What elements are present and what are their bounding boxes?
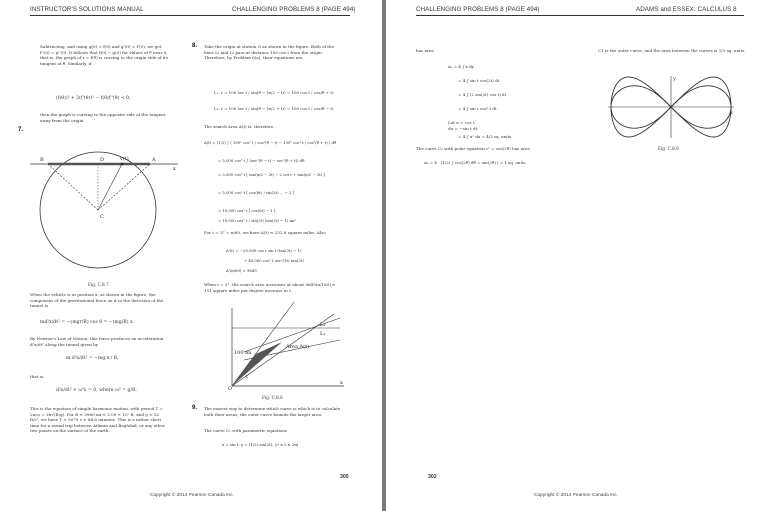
right-p1: has area xyxy=(416,48,434,53)
equation-b2: + 40,000 cos² t sec²(3t) tan(3t) xyxy=(244,258,304,263)
figure-c87-caption: Fig. C.8.7 xyxy=(88,282,109,287)
equation-a1: A(t) = (1/2) ∫ ( 100² cos² t / cos²(θ − t) − 100² cos² t / cos²(θ + t) ) dθ xyxy=(204,140,337,145)
radius-b xyxy=(48,164,98,210)
right-header-rule xyxy=(416,15,744,16)
p7-paragraph-a: When the vehicle is at position x, as shown in the figure, the component of the gravitational force on it in the direction of the tunnel is xyxy=(30,292,164,309)
right-page-number: 302 xyxy=(428,474,437,480)
left-header-section: CHALLENGING PROBLEMS 8 (PAGE 494) xyxy=(232,6,356,13)
figure-c89-caption: Fig. C.8.9 xyxy=(658,146,679,151)
p8-paragraph-c: For t = 3° = π/60, we have A(t) ≈ 232.8 square miles. Also xyxy=(204,230,326,235)
equation-r4: = 4 ∫ sin t cos² t dt xyxy=(458,106,497,111)
label-rt: v(t) xyxy=(120,156,129,162)
equation-r2: = 4 ∫ sin t cos(2t) dt xyxy=(458,78,500,83)
radius-a xyxy=(98,164,150,210)
equation-a3: = 5,000 cos² t [ tan(π/2 − 2t) − 2 cot t + tan(π/2 − 3t) ] xyxy=(218,172,325,177)
fig3-label-x: x xyxy=(730,110,733,116)
p7-paragraph-b: By Newton's Law of Motion, this force produces an acceleration d²x/dt² along the tunnel given by xyxy=(30,336,164,347)
problem-9-number: 9. xyxy=(192,405,198,411)
p8-paragraph-b: The search area A(t) is, therefore, xyxy=(204,124,275,129)
left-footer: Copyright © 2014 Pearson Canada Inc. xyxy=(150,493,234,498)
equation-r5: = 4 ∫ u² du = 4/3 sq. units. xyxy=(458,134,513,139)
fig2-label-o: O xyxy=(228,386,233,392)
equation-1: (f(θ))² + 2(f'(θ))² − f(θ)f''(θ) < 0, xyxy=(56,96,131,101)
equation-r1: A₁ = 4 ∫ x dy xyxy=(448,64,474,69)
figure-c88 xyxy=(222,302,347,390)
left-header-rule xyxy=(30,15,350,16)
equation-l2: L₂: r = 100 sec t / sin(θ − (π/2 + t)) = 100 cos t / cos(θ − t) xyxy=(214,106,334,111)
equation-b1: A'(t) = −20,000 cos t sin t (tan(3t) − 1) xyxy=(226,248,302,253)
left-header-title: INSTRUCTOR'S SOLUTIONS MANUAL xyxy=(30,6,144,13)
fig2-label-t: t xyxy=(246,374,249,380)
equation-b3: A'(π/60) ≈ 9649. xyxy=(226,268,258,273)
intro-paragraph: Subtracting, and using g(0) = f(0) and g'(0) = f'(0), we get f''(0) = g''(0). It follows that f(0) − g(0) for values of θ near 0, that is, the graph of r = f(θ) is curving to the origin side of its tangent at θ. Similarly, if xyxy=(40,44,168,66)
fig2-ray-1 xyxy=(232,302,294,386)
equation-9: x = sin t, y = (1/2) sin(2t), (0 ≤ t ≤ 2π) xyxy=(222,442,299,447)
equation-l1: L₁: r = 100 sec t / sin(θ − (π/2 − t)) = 100 cos t / cos(θ + t) xyxy=(214,90,334,95)
equation-r6: A₂ = 4 · (1/2) ∫ cos(2θ) dθ = sin(2θ) | = 1 sq. units. xyxy=(424,160,527,165)
left-page-number: 305 xyxy=(340,474,349,480)
right-col2-paragraph: C1 is the outer curve, and the area between the curves is 1/3 sq. units. xyxy=(598,48,746,53)
fig2-label-l2: L₂ xyxy=(320,322,326,328)
figure-c88-caption: Fig. C.8.8 xyxy=(262,395,283,400)
radius-vehicle xyxy=(98,164,122,210)
after-eq1-paragraph: then the graph is curving to the opposite side of the tangent away from the origin. xyxy=(40,112,166,123)
right-header-section: CHALLENGING PROBLEMS 8 (PAGE 494) xyxy=(416,6,540,13)
fig2-search-wedge xyxy=(232,342,282,386)
fig2-label-mi: 100 mi xyxy=(234,350,252,356)
right-footer: Copyright © 2014 Pearson Canada Inc. xyxy=(534,493,618,498)
figure-c87 xyxy=(30,140,180,275)
label-d: D xyxy=(100,157,105,163)
fig3-label-y: y xyxy=(673,76,676,82)
label-x: x xyxy=(173,166,176,172)
p7-paragraph-c: that is, xyxy=(30,374,45,379)
equation-4: d²x/dt² + ω²x = 0, where ω² = g/R. xyxy=(56,388,137,393)
figure-c89 xyxy=(606,74,736,140)
equation-a2: = 5,000 cos² t ∫ (sec²(θ − t) − sec²(θ + t)) dθ xyxy=(218,158,305,163)
p8-paragraph-a: Take the origin at station O as shown in the figure. Both of the lines L₁ and L₂ pass at distance 100 cos t from the origin. Therefore, by Problem 6(a), their equations are xyxy=(204,44,335,61)
right-p4: The curve C₂ with polar equation r² = cos(2θ) has area xyxy=(416,146,530,151)
fig2-label-x: x xyxy=(340,380,343,386)
left-page xyxy=(0,0,382,511)
p9-paragraph-b: The curve C₁ with parametric equations xyxy=(204,428,288,433)
label-a: A xyxy=(152,157,156,163)
equation-r3: = 4 ∫ (2 sin(2t) cos t) dt xyxy=(458,92,507,97)
label-b: B xyxy=(40,157,44,163)
equation-a5: = 10,000 cos² t [ cos(6t) − 1 ] xyxy=(218,208,276,213)
right-header-title: ADAMS and ESSEX: CALCULUS 8 xyxy=(636,6,737,13)
equation-a6: = 10,000 cos² t / sin(3t) (sin(2t) − 1) mi² xyxy=(218,218,296,223)
label-c: C xyxy=(100,214,104,220)
right-p2: Let u = cos t xyxy=(448,120,475,125)
p9-paragraph-a: The easiest way to determine which curve is which is to calculate both their areas; the outer curve bounds the larger area. xyxy=(204,406,341,417)
problem-7-number: 7. xyxy=(18,127,24,133)
equation-3: m d²x/dt² = −mg x / R, xyxy=(66,356,119,361)
equation-2: md²x/dt² = −(mgr/R) cos θ = −(mg/R) x. xyxy=(40,320,135,325)
vehicle-point xyxy=(121,163,124,166)
problem-8-number: 8. xyxy=(192,43,198,49)
p7-paragraph-d: This is the equation of simple harmonic motion, with period T = 2π/ω = 2π√(R/g). For R ≈ 3960 mi ≈ 2.09 × 10⁷ ft, and g ≈ 32 ft/s², we have T ≈ 5079 s ≈ 84.6 minutes. This is a rather short time for a round trip between Atlanta and Baghdad, or any other two points on the surface of the earth. xyxy=(30,406,165,434)
fig2-label-area: Area A(t) xyxy=(286,344,310,350)
equation-a4: = 5,000 cos² t [ cos(6t) / sin(3t) ... − 2 ] xyxy=(218,190,294,195)
fig2-label-l1: L₁ xyxy=(320,331,326,337)
right-page xyxy=(386,0,768,511)
p8-paragraph-d: When t = 3°, the search area increases at about 9649(π/180) ≈ 151 square miles per degree increase in t. xyxy=(204,282,336,293)
right-p3: du = −sin t dt xyxy=(448,126,478,131)
